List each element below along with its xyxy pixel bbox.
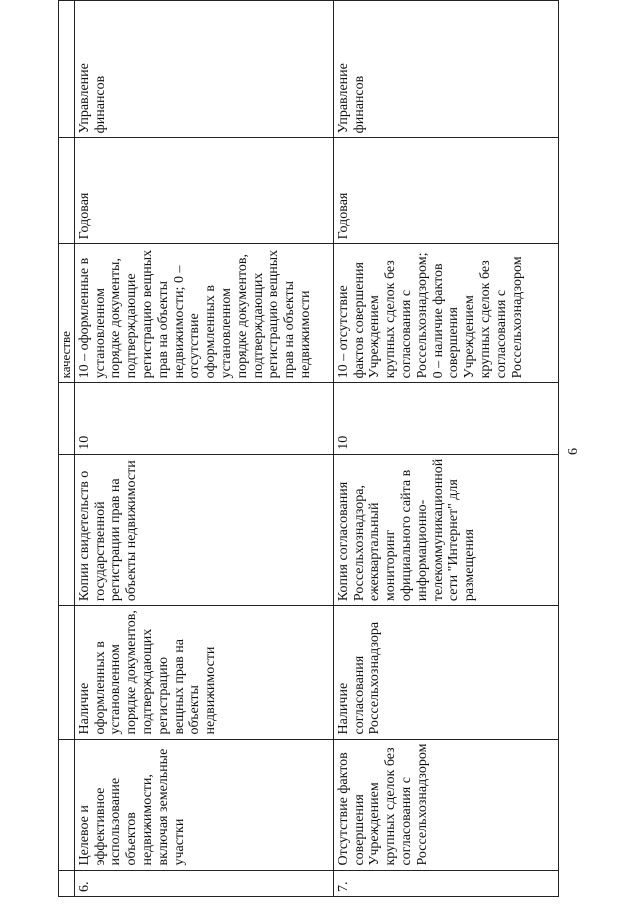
responsible-cell: Управление финансов: [333, 1, 558, 138]
criteria-table: [58, 0, 559, 897]
table-row: [333, 1, 558, 897]
criterion-cell: Наличие согласования Россельхознадзора: [333, 606, 558, 739]
periodicity-cell: Годовая: [74, 138, 333, 244]
max-score-cell: 10: [74, 383, 333, 454]
row-number: 7.: [333, 870, 558, 896]
source-cell: Копии свидетельств о государственной регистрации прав на объекты недвижимости: [74, 454, 333, 605]
table-row-continuation: [59, 1, 75, 897]
responsible-cell: Управление финансов: [74, 1, 333, 138]
criterion-cell: Наличие оформленных в установленном порядке документов, подтверждающих регистрацию вещных прав на объекты недвижимости: [74, 606, 333, 739]
row-number: 6.: [74, 870, 333, 896]
periodicity-cell: Годовая: [333, 138, 558, 244]
scoring-cell: 10 – оформленные в установленном порядке документы, подтверждающие регистрацию вещных прав на объекты недвижимости; 0 – отсутствие оформленных в установленном порядке документов, подтверждающих регистрацию вещных прав на объекты недвижимости: [74, 244, 333, 383]
source-cell: Копия согласования Россельхознадзора, ежеквартальный мониторинг официального сайта в информационно-телекоммуникационной сети "Интернет" для размещения: [333, 454, 558, 605]
table-row: [74, 1, 333, 897]
max-score-cell: 10: [333, 383, 558, 454]
page-number: 6: [566, 448, 581, 455]
indicator-cell: Целевое и эффективное использование объектов недвижимости, включая земельные участки: [74, 739, 333, 870]
indicator-cell: Отсутствие фактов совершения Учреждением крупных сделок без согласования с Россельхознадзором: [333, 739, 558, 870]
scoring-cell: 10 – отсутствие фактов совершения Учреждением крупных сделок без согласования с Россельхознадзором; 0 – наличие фактов совершения Учреждением крупных сделок без согласования с Россельхознадзором: [333, 244, 558, 383]
carry-over-text: качестве: [59, 244, 75, 383]
